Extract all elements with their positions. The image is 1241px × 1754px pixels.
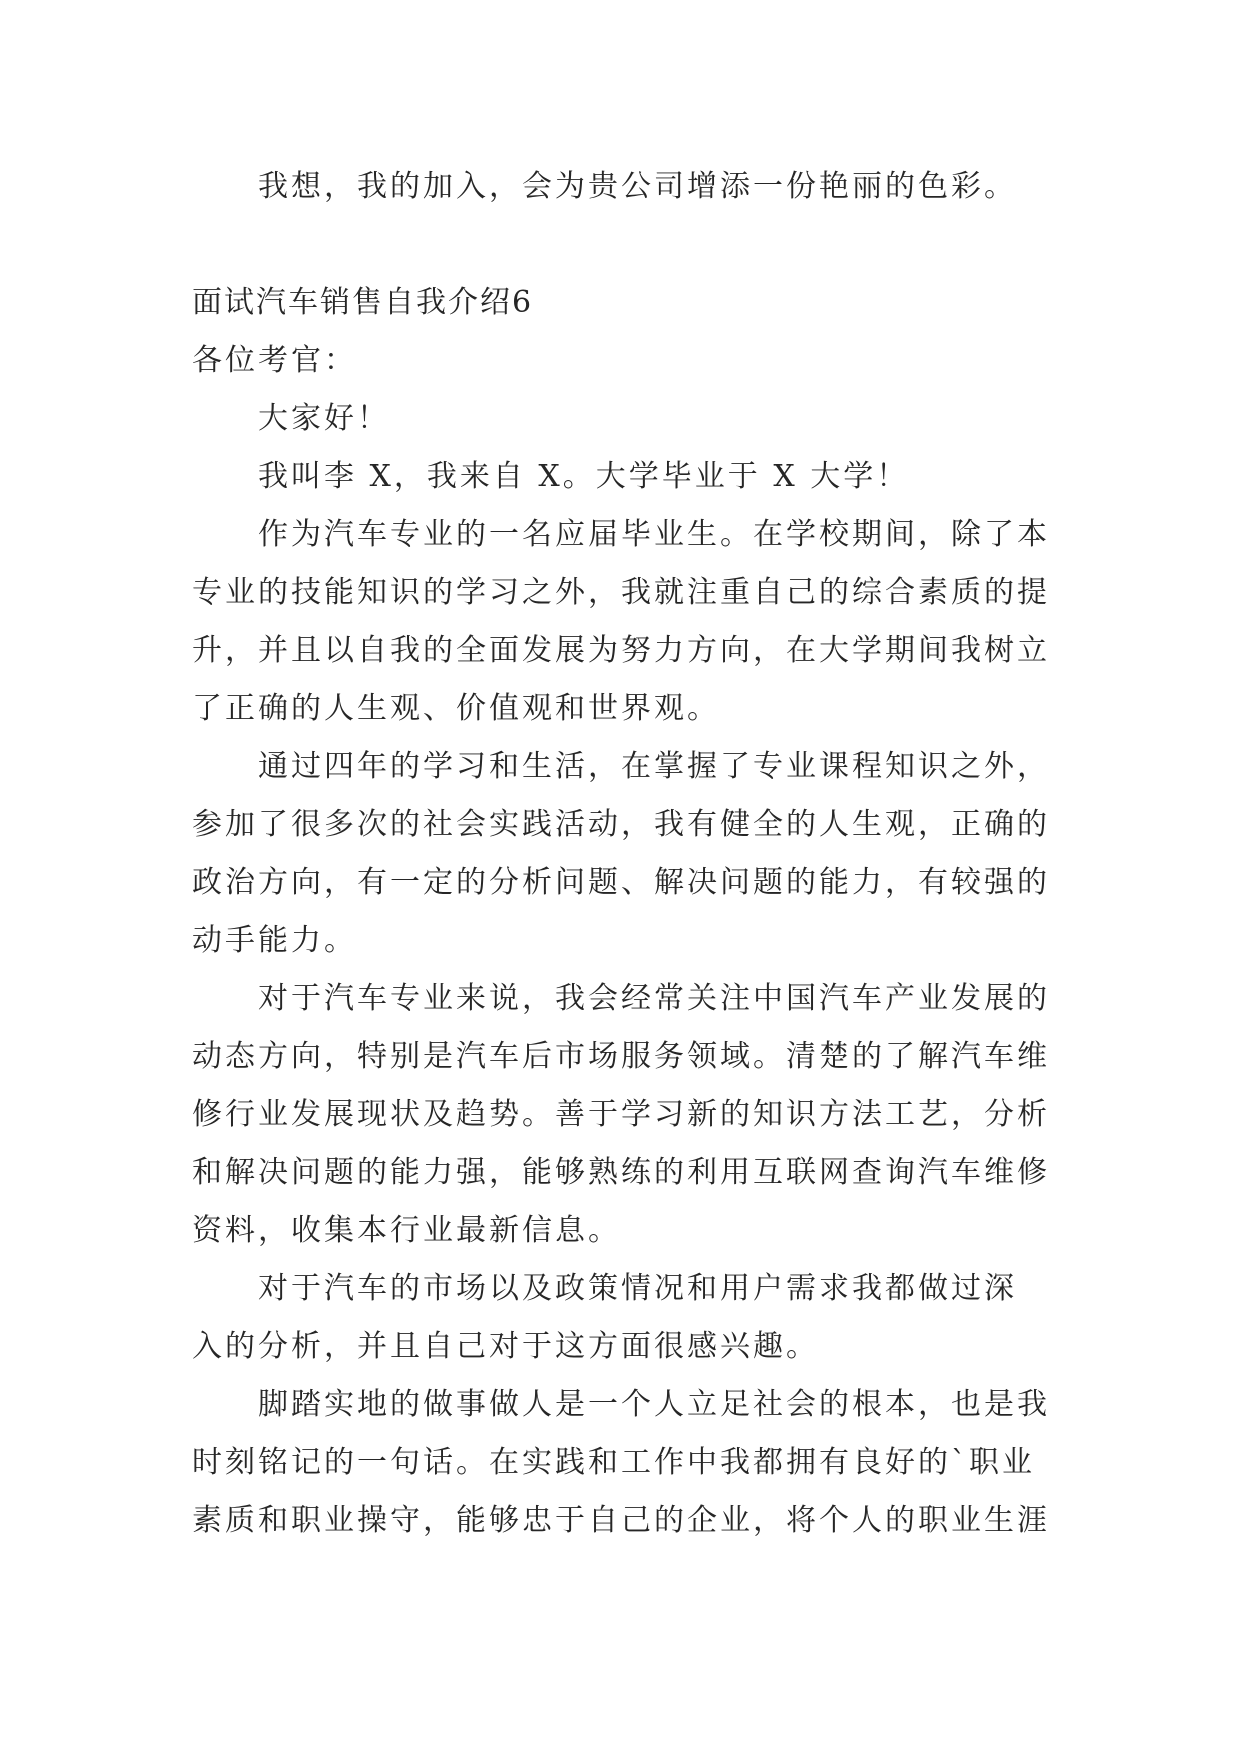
salutation: 各位考官： <box>192 343 357 378</box>
paragraph-line: 资料，收集本行业最新信息。 <box>192 1213 621 1248</box>
paragraph-line: 入的分析，并且自己对于这方面很感兴趣。 <box>192 1329 819 1364</box>
paragraph-line: 素质和职业操守，能够忠于自己的企业，将个人的职业生涯 <box>192 1503 1050 1538</box>
paragraph-line: 动手能力。 <box>192 923 357 958</box>
paragraph-line: 升，并且以自我的全面发展为努力方向，在大学期间我树立 <box>192 633 1050 668</box>
paragraph-line: 参加了很多次的社会实践活动，我有健全的人生观，正确的 <box>192 807 1050 842</box>
continuation-paragraph <box>192 158 1152 216</box>
paragraph-line: 和解决问题的能力强，能够熟练的利用互联网查询汽车维修 <box>192 1155 1050 1190</box>
paragraph-line: 修行业发展现状及趋势。善于学习新的知识方法工艺，分析 <box>192 1097 1050 1132</box>
paragraph-line: 对于汽车专业来说，我会经常关注中国汽车产业发展的 <box>258 981 1050 1016</box>
paragraph <box>192 970 1152 1260</box>
section-title: 面试汽车销售自我介绍6 <box>192 285 534 320</box>
paragraph-line: 我想，我的加入，会为贵公司增添一份艳丽的色彩。 <box>258 169 1017 204</box>
paragraph-line: 作为汽车专业的一名应届毕业生。在学校期间，除了本 <box>258 517 1050 552</box>
document-body <box>192 158 1152 1550</box>
blank-line <box>192 216 1152 274</box>
paragraph <box>192 448 1152 506</box>
paragraph <box>192 1260 1152 1376</box>
paragraph-line: 大家好！ <box>258 401 390 436</box>
paragraph-line: 了正确的人生观、价值观和世界观。 <box>192 691 720 726</box>
paragraph-line: 脚踏实地的做事做人是一个人立足社会的根本，也是我 <box>258 1387 1050 1422</box>
paragraph <box>192 1376 1152 1550</box>
paragraph-line: 通过四年的学习和生活，在掌握了专业课程知识之外， <box>258 749 1050 784</box>
paragraph-line: 政治方向，有一定的分析问题、解决问题的能力，有较强的 <box>192 865 1050 900</box>
paragraph-line: 时刻铭记的一句话。在实践和工作中我都拥有良好的`职业 <box>192 1445 1035 1480</box>
paragraph <box>192 738 1152 970</box>
paragraph-line: 我叫李 X，我来自 X。大学毕业于 X 大学！ <box>258 459 910 494</box>
paragraph <box>192 506 1152 738</box>
paragraph-line: 动态方向，特别是汽车后市场服务领域。清楚的了解汽车维 <box>192 1039 1050 1074</box>
paragraph-line: 对于汽车的市场以及政策情况和用户需求我都做过深 <box>258 1271 1017 1306</box>
paragraph-line: 专业的技能知识的学习之外，我就注重自己的综合素质的提 <box>192 575 1050 610</box>
paragraph <box>192 390 1152 448</box>
